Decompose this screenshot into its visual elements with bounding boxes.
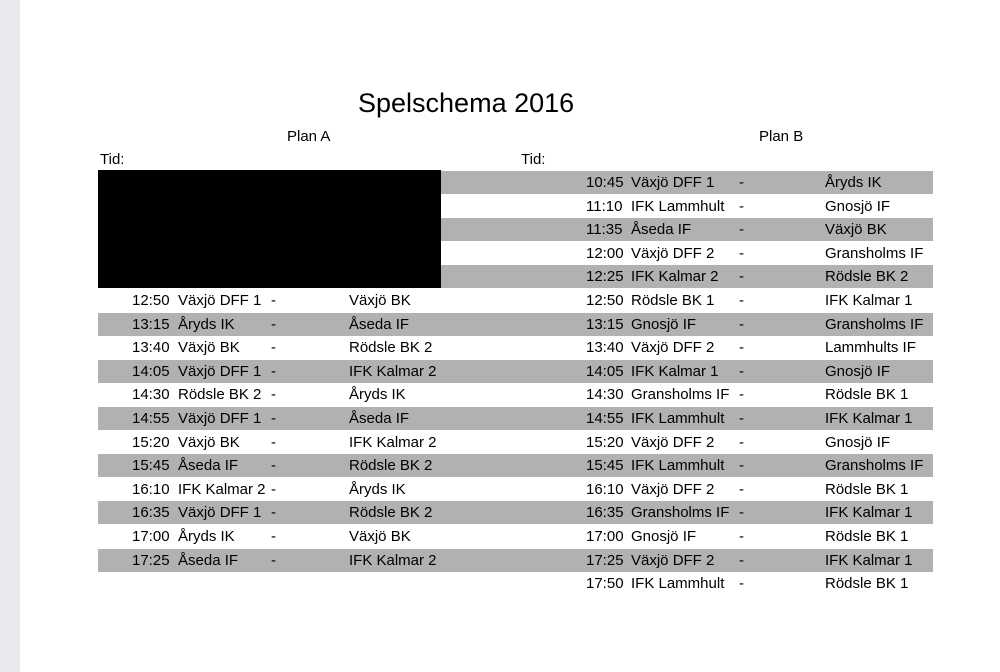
match-away: Åryds IK: [349, 386, 406, 404]
plan-b-match-row: [441, 242, 933, 265]
plan-a-match-row: [98, 478, 441, 501]
plan-a-match-row: [98, 525, 441, 548]
match-time: 15:45: [132, 457, 170, 475]
match-sep: -: [739, 362, 744, 380]
plan-b-match-row: [441, 454, 933, 477]
plan-a-match-row: [98, 383, 441, 406]
match-home: Växjö DFF 2: [631, 551, 715, 569]
match-sep: -: [271, 386, 276, 404]
plan-b-match-row: [441, 549, 933, 572]
match-sep: -: [739, 292, 744, 309]
match-sep: -: [739, 480, 744, 498]
match-away: Åseda IF: [349, 315, 410, 333]
plan-b-match-row: [441, 265, 933, 288]
match-home: Växjö DFF 1: [178, 410, 262, 427]
match-away: Åryds IK: [349, 480, 406, 498]
match-home: Växjö DFF 1: [178, 362, 262, 380]
match-away: Gnosjö IF: [825, 197, 891, 215]
match-away: Rödsle BK 1: [825, 386, 909, 404]
match-away: IFK Kalmar 1: [825, 410, 913, 427]
match-away: IFK Kalmar 2: [349, 433, 437, 451]
plan-a-match-row: [98, 289, 441, 312]
match-home: Växjö BK: [178, 339, 240, 357]
plan-a-match-row: [98, 360, 441, 383]
match-sep: -: [739, 339, 744, 357]
match-home: Växjö DFF 2: [631, 433, 715, 451]
plan-b-match-row: [441, 336, 933, 359]
match-sep: -: [271, 433, 276, 451]
plan-b-match-row: [441, 171, 933, 194]
match-time: 13:40: [586, 339, 624, 357]
match-time: 14:55: [132, 410, 170, 427]
match-away: Gransholms IF: [825, 457, 924, 475]
match-time: 16:10: [586, 480, 624, 498]
plan-b-match-row: [441, 478, 933, 501]
match-away: Rödsle BK 1: [825, 528, 909, 545]
match-time: 15:20: [132, 433, 170, 451]
match-home: Åseda IF: [178, 551, 239, 569]
match-sep: -: [739, 315, 744, 333]
plan-b-match-row: [441, 313, 933, 336]
match-sep: -: [739, 433, 744, 451]
match-away: Rödsle BK 2: [349, 504, 433, 522]
plan-b-match-row: [441, 572, 933, 595]
match-time: 14:30: [586, 386, 624, 404]
plan-b-match-row: [441, 195, 933, 218]
match-home: Växjö DFF 1: [178, 504, 262, 522]
plan-b-match-row: [441, 289, 933, 312]
match-time: 11:10: [586, 197, 623, 215]
plan-a-match-row: [98, 336, 441, 359]
plan-a-label: Plan A: [287, 128, 331, 145]
match-time: 14:30: [132, 386, 170, 404]
match-home: IFK Kalmar 1: [631, 362, 719, 380]
match-home: Gnosjö IF: [631, 315, 697, 333]
match-sep: -: [271, 504, 276, 522]
match-away: Växjö BK: [349, 292, 411, 309]
match-away: Gnosjö IF: [825, 362, 891, 380]
match-sep: -: [271, 457, 276, 475]
match-sep: -: [739, 244, 744, 262]
match-sep: -: [271, 480, 276, 498]
match-sep: -: [739, 551, 744, 569]
match-time: 11:35: [586, 221, 623, 239]
match-sep: -: [271, 315, 276, 333]
match-home: Växjö DFF 1: [631, 174, 715, 191]
match-home: Åryds IK: [178, 315, 235, 333]
match-home: Växjö DFF 2: [631, 480, 715, 498]
match-sep: -: [739, 575, 744, 593]
match-sep: -: [739, 197, 744, 215]
plan-a-match-row: [98, 549, 441, 572]
match-sep: -: [271, 292, 276, 309]
match-away: Rödsle BK 2: [825, 268, 909, 286]
match-sep: -: [271, 339, 276, 357]
match-away: Växjö BK: [825, 221, 887, 239]
document-title: Spelschema 2016: [358, 88, 575, 118]
match-sep: -: [271, 551, 276, 569]
plan-b-tid-label: Tid:: [521, 151, 546, 168]
match-away: Gransholms IF: [825, 244, 924, 262]
match-home: Växjö DFF 2: [631, 244, 715, 262]
match-home: IFK Lammhult: [631, 457, 725, 475]
match-home: Åryds IK: [178, 528, 235, 545]
match-time: 12:25: [586, 268, 624, 286]
match-time: 16:35: [586, 504, 624, 522]
match-time: 10:45: [586, 174, 624, 191]
match-home: IFK Lammhult: [631, 410, 725, 427]
match-home: Växjö DFF 1: [178, 292, 262, 309]
match-time: 13:15: [132, 315, 170, 333]
plan-a-match-row: [98, 313, 441, 336]
match-time: 16:35: [132, 504, 170, 522]
match-time: 12:50: [586, 292, 624, 309]
match-away: Rödsle BK 2: [349, 339, 433, 357]
match-time: 14:05: [586, 362, 624, 380]
match-home: Gnosjö IF: [631, 528, 697, 545]
match-time: 15:45: [586, 457, 624, 475]
plan-a-match-row: [98, 501, 441, 524]
match-home: Växjö BK: [178, 433, 240, 451]
match-away: Åryds IK: [825, 174, 882, 191]
match-sep: -: [739, 386, 744, 404]
match-away: Åseda IF: [349, 410, 410, 427]
match-time: 12:00: [586, 244, 624, 262]
match-sep: -: [739, 268, 744, 286]
match-away: IFK Kalmar 1: [825, 551, 913, 569]
match-sep: -: [739, 528, 744, 545]
match-sep: -: [739, 410, 744, 427]
match-time: 17:25: [132, 551, 170, 569]
match-home: Rödsle BK 2: [178, 386, 262, 404]
plan-a-tid-label: Tid:: [100, 151, 125, 168]
match-home: Åseda IF: [178, 457, 239, 475]
match-sep: -: [739, 221, 744, 239]
match-sep: -: [271, 362, 276, 380]
plan-a-match-row: [98, 407, 441, 430]
plan-b-label: Plan B: [759, 128, 804, 145]
plan-a-match-row: [98, 454, 441, 477]
plan-b-match-row: [441, 407, 933, 430]
match-home: IFK Lammhult: [631, 197, 725, 215]
match-away: Växjö BK: [349, 528, 411, 545]
match-sep: -: [739, 174, 744, 191]
document-page: [20, 0, 1000, 672]
match-away: IFK Kalmar 1: [825, 292, 913, 309]
match-time: 13:15: [586, 315, 624, 333]
match-home: Åseda IF: [631, 221, 692, 239]
match-time: 17:00: [132, 528, 170, 545]
match-time: 15:20: [586, 433, 624, 451]
match-home: Gransholms IF: [631, 504, 730, 522]
match-away: Gransholms IF: [825, 315, 924, 333]
plan-b-match-row: [441, 525, 933, 548]
match-home: Rödsle BK 1: [631, 292, 715, 309]
match-away: IFK Kalmar 2: [349, 362, 437, 380]
match-away: Rödsle BK 1: [825, 575, 909, 593]
match-home: IFK Lammhult: [631, 575, 725, 593]
plan-b-match-row: [441, 218, 933, 241]
match-sep: -: [271, 410, 276, 427]
plan-a-match-row: [98, 431, 441, 454]
match-home: IFK Kalmar 2: [631, 268, 719, 286]
match-time: 14:55: [586, 410, 624, 427]
match-time: 12:50: [132, 292, 170, 309]
plan-b-match-row: [441, 501, 933, 524]
match-time: 13:40: [132, 339, 170, 357]
match-sep: -: [271, 528, 276, 545]
plan-b-match-row: [441, 383, 933, 406]
plan-b-match-row: [441, 431, 933, 454]
match-away: Gnosjö IF: [825, 433, 891, 451]
match-sep: -: [739, 457, 744, 475]
match-away: Rödsle BK 1: [825, 480, 909, 498]
match-sep: -: [739, 504, 744, 522]
match-time: 17:00: [586, 528, 624, 545]
match-away: IFK Kalmar 2: [349, 551, 437, 569]
match-away: IFK Kalmar 1: [825, 504, 913, 522]
plan-b-match-row: [441, 360, 933, 383]
left-gutter: [0, 0, 21, 672]
match-home: Gransholms IF: [631, 386, 730, 404]
match-time: 17:25: [586, 551, 624, 569]
match-time: 17:50: [586, 575, 624, 593]
match-time: 14:05: [132, 362, 170, 380]
redaction-block: [98, 170, 441, 288]
match-home: Växjö DFF 2: [631, 339, 715, 357]
match-home: IFK Kalmar 2: [178, 480, 266, 498]
match-away: Rödsle BK 2: [349, 457, 433, 475]
match-time: 16:10: [132, 480, 170, 498]
match-away: Lammhults IF: [825, 339, 916, 357]
